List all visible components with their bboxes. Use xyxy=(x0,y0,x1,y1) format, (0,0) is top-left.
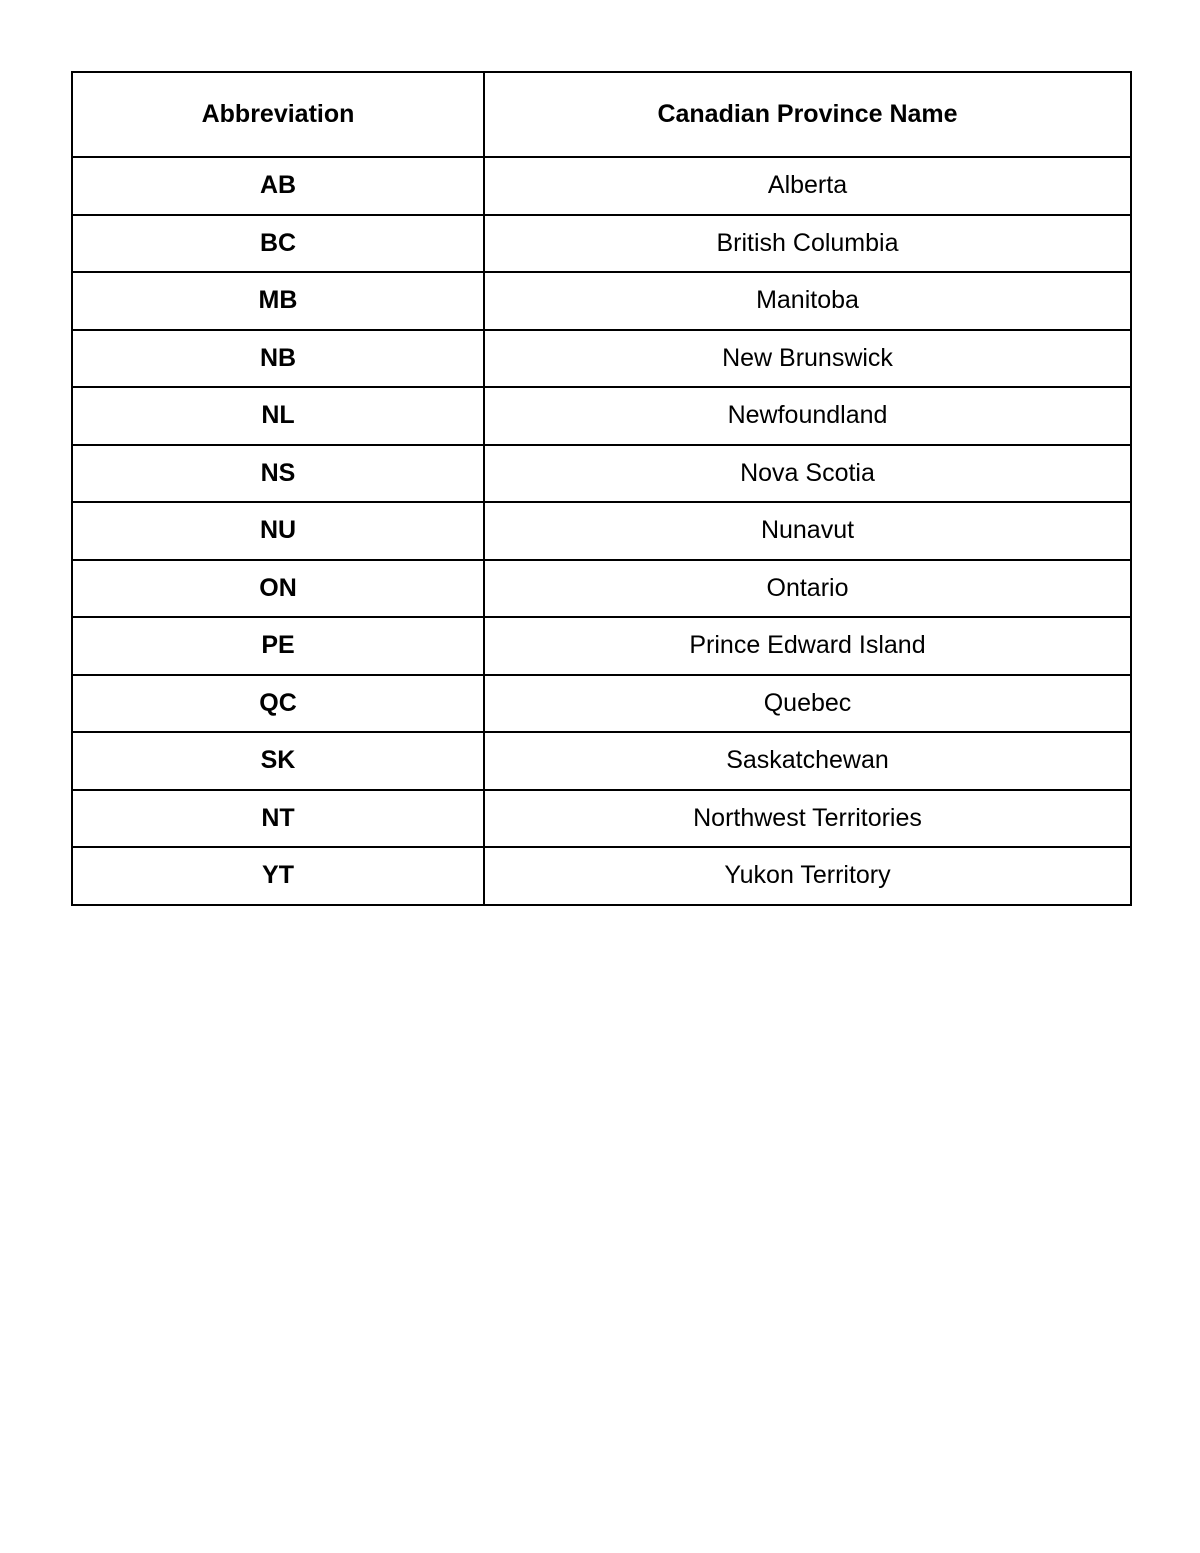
province-name-column-header: Canadian Province Name xyxy=(484,72,1131,157)
table-row xyxy=(72,790,1131,848)
abbreviation-cell: NT xyxy=(72,790,484,848)
province-abbreviation-table xyxy=(71,71,1132,906)
abbreviation-cell: BC xyxy=(72,215,484,273)
abbreviation-cell: AB xyxy=(72,157,484,215)
abbreviation-cell: NB xyxy=(72,330,484,388)
province-name-cell: Ontario xyxy=(484,560,1131,618)
abbreviation-cell: ON xyxy=(72,560,484,618)
header-row xyxy=(72,72,1131,157)
table-row xyxy=(72,732,1131,790)
table-body xyxy=(72,157,1131,905)
abbreviation-cell: PE xyxy=(72,617,484,675)
abbreviation-cell: MB xyxy=(72,272,484,330)
table-header xyxy=(72,72,1131,157)
province-name-cell: Manitoba xyxy=(484,272,1131,330)
table-row xyxy=(72,502,1131,560)
table-row xyxy=(72,387,1131,445)
abbreviation-cell: QC xyxy=(72,675,484,733)
table-row xyxy=(72,617,1131,675)
abbreviation-column-header: Abbreviation xyxy=(72,72,484,157)
abbreviation-cell: YT xyxy=(72,847,484,905)
table-row xyxy=(72,445,1131,503)
province-name-cell: Nunavut xyxy=(484,502,1131,560)
abbreviation-cell: NL xyxy=(72,387,484,445)
abbreviation-cell: NS xyxy=(72,445,484,503)
province-name-cell: Northwest Territories xyxy=(484,790,1131,848)
province-name-cell: Nova Scotia xyxy=(484,445,1131,503)
table-row xyxy=(72,675,1131,733)
table-row xyxy=(72,157,1131,215)
province-name-cell: Yukon Territory xyxy=(484,847,1131,905)
table-row xyxy=(72,330,1131,388)
table-row xyxy=(72,847,1131,905)
province-name-cell: New Brunswick xyxy=(484,330,1131,388)
abbreviation-cell: NU xyxy=(72,502,484,560)
province-name-cell: Quebec xyxy=(484,675,1131,733)
table-row xyxy=(72,215,1131,273)
province-name-cell: Prince Edward Island xyxy=(484,617,1131,675)
table-row xyxy=(72,560,1131,618)
province-name-cell: Alberta xyxy=(484,157,1131,215)
province-name-cell: Newfoundland xyxy=(484,387,1131,445)
province-name-cell: British Columbia xyxy=(484,215,1131,273)
province-name-cell: Saskatchewan xyxy=(484,732,1131,790)
abbreviation-cell: SK xyxy=(72,732,484,790)
table-row xyxy=(72,272,1131,330)
